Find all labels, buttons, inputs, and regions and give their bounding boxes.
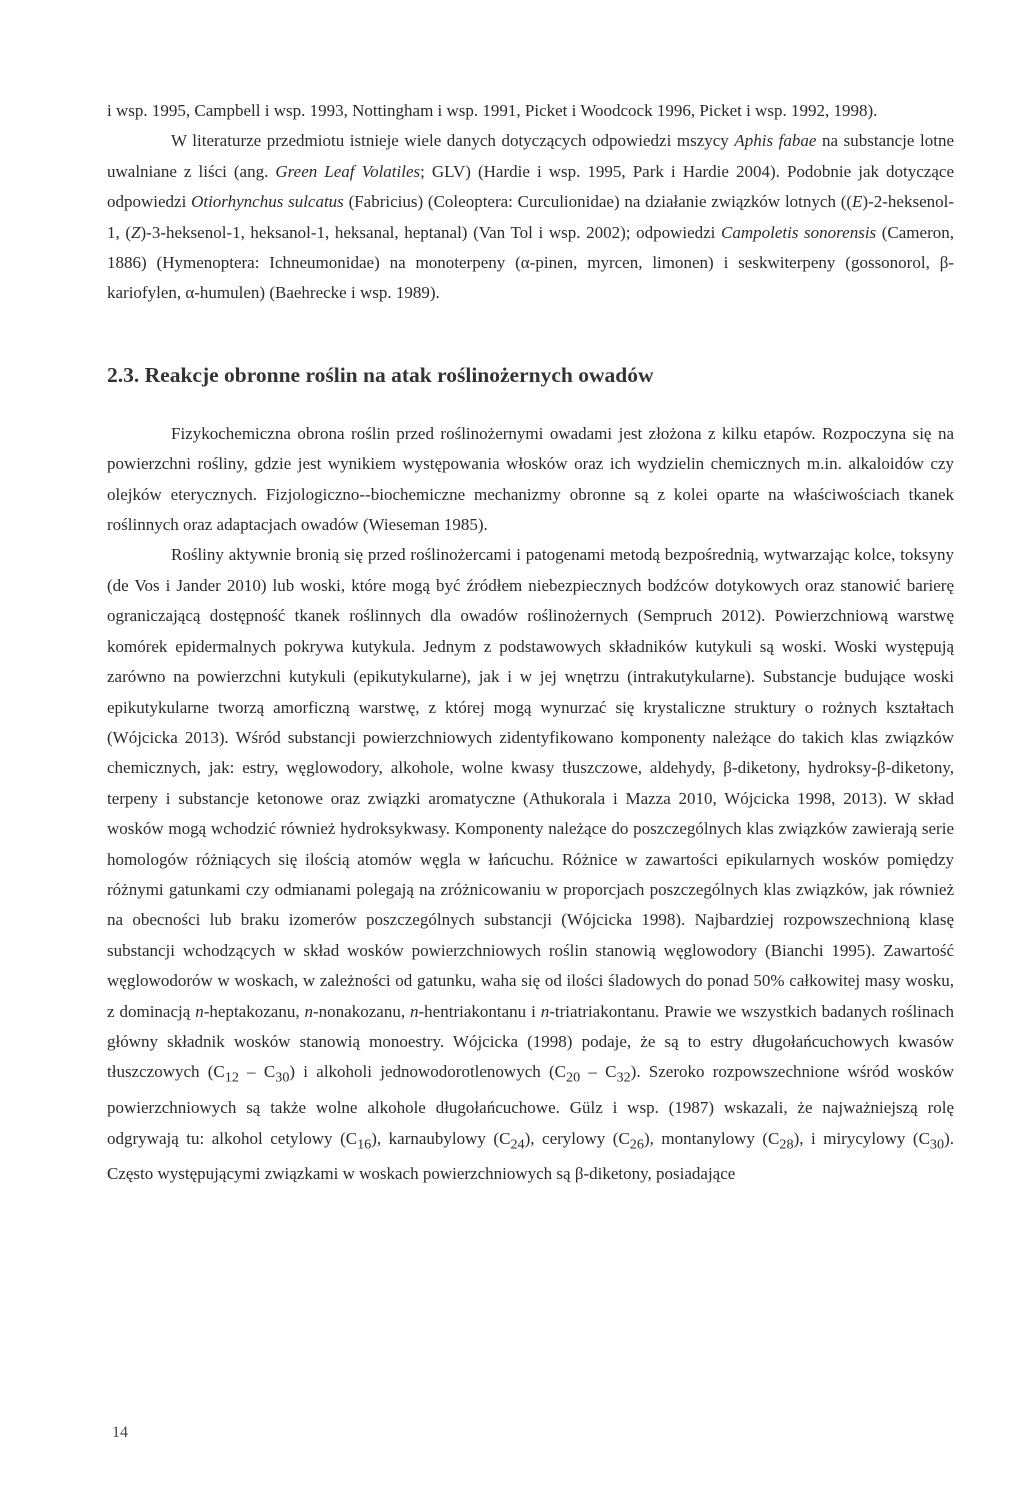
section-heading: 2.3. Reakcje obronne roślin na atak roślinożernych owadów [107, 362, 654, 387]
page-number: 14 [112, 1424, 128, 1441]
paragraph-direct-defense-waxes: Rośliny aktywnie bronią się przed roślinożercami i patogenami metodą bezpośrednią, wytwarzając kolce, toksyny (de Vos i Jander 2010) lub woski, które mogą być źródłem niebezpiecznych bodźców dotykowych oraz stanowić barierę ograniczającą dostępność tkanek roślinnych dla owadów roślinożernych (Sempruch 2012). Powierzchniową warstwę komórek epidermalnych pokrywa kutykula. Jednym z podstawowych składników kutykuli są woski. Woski występują zarówno na powierzchni kutykuli (epikutykularne), jak i w jej wnętrzu (intrakutykularne). Substancje budujące woski epikutykularne tworzą amorficzną warstwę, z której mogą wynurzać się krystaliczne struktury o rożnych kształtach (Wójcicka 2013). Wśród substancji powierzchniowych zidentyfikowano komponenty należące do takich klas związków chemicznych, jak: estry, węglowodory, alkohole, wolne kwasy tłuszczowe, aldehydy, β-diketony, hydroksy-β-diketony, terpeny i substancje ketonowe oraz związki aromatyczne (Athukorala i Mazza 2010, Wójcicka 1998, 2013). W skład wosków mogą wchodzić również hydroksykwasy. Komponenty należące do poszczególnych klas związków zawierają serie homologów różniących się ilością atomów węgla w łańcuchu. Różnice w zawartości epikularnych wosków pomiędzy różnymi gatunkami czy odmianami polegają na zróżnicowaniu w proporcjach poszczególnych klas związków, jak również na obecności lub braku izomerów poszczególnych substancji (Wójcicka 1998). Najbardziej rozpowszechnioną klasę substancji wchodzących w skład wosków powierzchniowych roślin stanowią węglowodory (Bianchi 1995). Zawartość węglowodorów w woskach, w zależności od gatunku, waha się od ilości śladowych do ponad 50% całkowitej masy wosku, z dominacją n-heptakozanu, n-nonakozanu, n-hentriakontanu i n-triatriakontanu. Prawie we wszystkich badanych roślinach główny składnik wosków stanowią monoestry. Wójcicka (1998) podaje, że są to estry długołańcuchowych kwasów tłuszczowych $(C_{12} - C_{30})$ i alkoholi jednowodorotlenowych $(C_{20} - C_{32})$. Szeroko rozpowszechnione wśród wosków powierzchniowych są także wolne alkohole długołańcuchowe. Gülz i wsp. (1987) wskazali, że najważniejszą rolę odgrywają tu: alkohol cetylowy $(C_{16})$, karnaubylowy $(C_{24})$, cerylowy $(C_{26})$, montanylowy $(C_{28})$, i mirycylowy $(C_{30})$. Często występującymi związkami w woskach powierzchniowych są β-diketony, posiadające [107, 545, 954, 1184]
paragraph-physicochemical-defense: Fizykochemiczna obrona roślin przed roślinożernymi owadami jest złożona z kilku etapów. Rozpoczyna się na powierzchni rośliny, gdzie jest wynikiem występowania włosków oraz ich wydzielin chemicznych m.in. alkaloidów czy olejków eterycznych. Fizjologiczno--biochemiczne mechanizmy obronne są z kolei oparte na właściwościach tkanek roślinnych oraz adaptacjach owadów (Wieseman 1985). [107, 423, 954, 535]
paragraph-glv-responses: W literaturze przedmiotu istnieje wiele danych dotyczących odpowiedzi mszycy Aphis fabae na substancje lotne uwalniane z liści (ang. Green Leaf Volatiles; GLV) (Hardie i wsp. 1995, Park i Hardie 2004). Podobnie jak dotyczące odpowiedzi Otiorhynchus sulcatus (Fabricius) (Coleoptera: Curculionidae) na działanie związków lotnych ((E)-2-heksenol-1, (Z)-3-heksenol-1, heksanol-1, heksanal, heptanal) (Van Tol i wsp. 2002); odpowiedzi Campoletis sonorensis (Cameron, 1886) (Hymenoptera: Ichneumonidae) na monoterpeny (α-pinen, myrcen, limonen) i seskwiterpeny (gossonorol, β-kariofylen, α-humulen) (Baehrecke i wsp. 1989). [107, 131, 954, 303]
paragraph-citations-continued: i wsp. 1995, Campbell i wsp. 1993, Nottingham i wsp. 1991, Picket i Woodcock 1996, Picket i wsp. 1992, 1998). [107, 101, 878, 120]
